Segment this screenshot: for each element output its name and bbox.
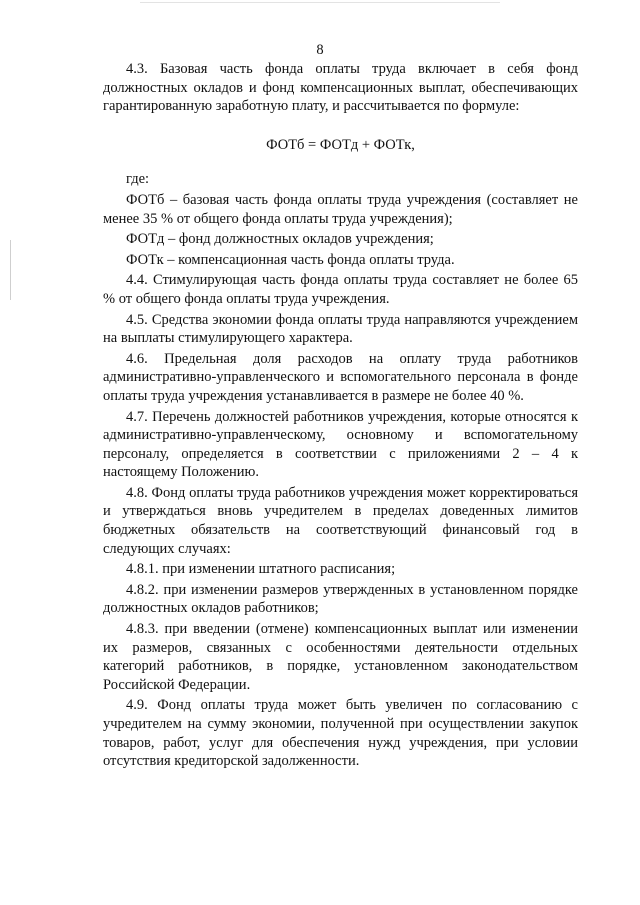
- paragraph-4-7: 4.7. Перечень должностей работников учреждения, которые относятся к административно-управленческому, основному и вспомогательному персоналу, определяется в соответствии с приложениями 2 – 4 к настоящему Положению.: [103, 408, 578, 481]
- document-body: [103, 60, 578, 771]
- page-number: 8: [316, 42, 324, 58]
- definition-fotk: ФОТк – компенсационная часть фонда оплаты труда.: [126, 251, 455, 268]
- paragraph-4-8-3: 4.8.3. при введении (отмене) компенсационных выплат или изменении их размеров, связанных с особенностями деятельности отдельных категорий работников, в порядке, установленном законодательством Российской Федерации.: [103, 621, 578, 693]
- paragraph-4-8: 4.8. Фонд оплаты труда работников учреждения может корректироваться и утверждаться вновь учредителем в пределах доведенных лимитов бюджетных обязательств на соответствующий финансовый год в следующих случаях:: [103, 484, 578, 557]
- paragraph-4-4: 4.4. Стимулирующая часть фонда оплаты труда составляет не более 65 % от общего фонда оплаты труда учреждения.: [103, 272, 578, 307]
- paragraph-4-8-1: 4.8.1. при изменении штатного расписания;: [126, 561, 396, 578]
- paragraph-4-8-2: 4.8.2. при изменении размеров утвержденных в установленном порядке должностных окладов работников;: [103, 581, 578, 617]
- scan-edge-top: [140, 2, 500, 3]
- scan-edge-left: [10, 240, 11, 300]
- definition-fotb: ФОТб – базовая часть фонда оплаты труда учреждения (составляет не менее 35 % от общего фонда оплаты труда учреждения);: [103, 191, 578, 227]
- paragraph-4-9: 4.9. Фонд оплаты труда может быть увеличен по согласованию с учредителем на сумму экономии, полученной при осуществлении закупок товаров, работ, услуг для обеспечения нужд учреждения, при условии отсутствия кредиторской задолженности.: [103, 697, 578, 770]
- formula-where: где:: [126, 171, 150, 188]
- formula: ФОТб = ФОТд + ФОТк,: [266, 136, 415, 153]
- definition-fotd: ФОТд – фонд должностных окладов учреждения;: [126, 231, 434, 248]
- paragraph-4-6: 4.6. Предельная доля расходов на оплату труда работников административно-управленческого и вспомогательного персонала в фонде оплаты труда учреждения устанавливается в размере не более 40 %.: [103, 350, 578, 404]
- paragraph-4-5: 4.5. Средства экономии фонда оплаты труда направляются учреждением на выплаты стимулирующего характера.: [103, 311, 578, 347]
- paragraph-4-3: 4.3. Базовая часть фонда оплаты труда включает в себя фонд должностных окладов и фонд компенсационных выплат, обеспечивающих гарантированную заработную плату, и рассчитывается по формуле:: [103, 61, 578, 115]
